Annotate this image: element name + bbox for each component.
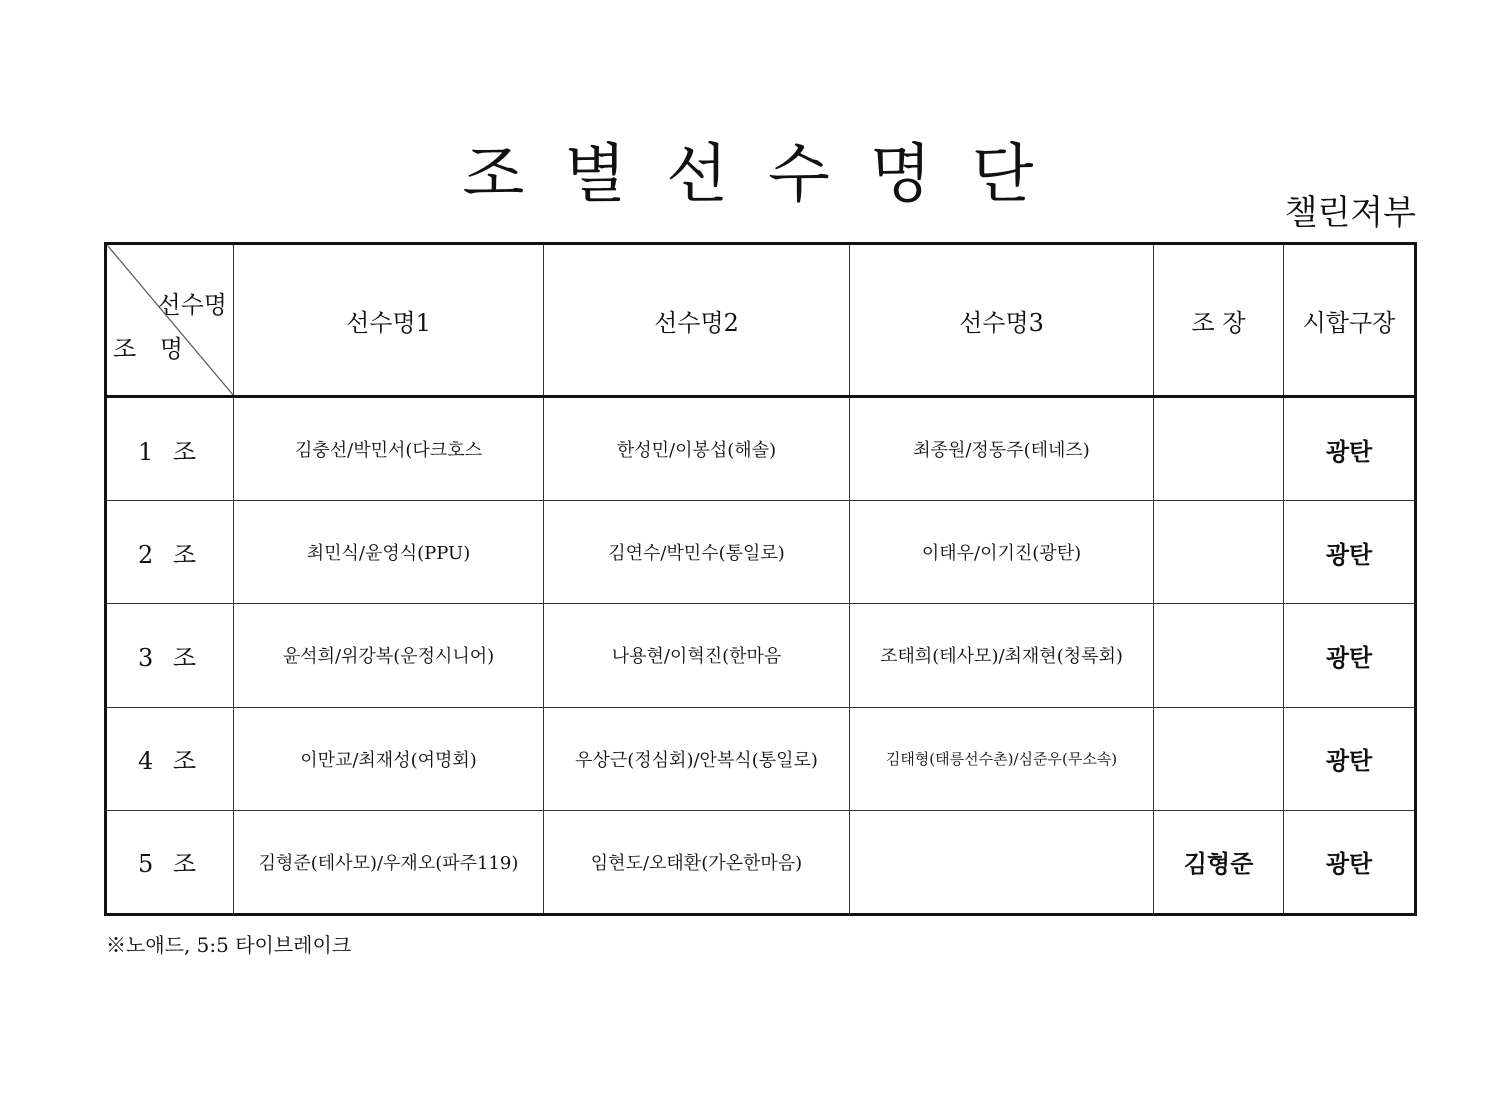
roster-header <box>106 244 1416 397</box>
group-cell: 1 조 <box>106 397 234 501</box>
player-cell: 김태형(태릉선수촌)/심준우(무소속) <box>850 707 1154 810</box>
player-cell: 이만교/최재성(여명회) <box>234 707 544 810</box>
captain-cell <box>1154 604 1284 707</box>
corner-group-label: 조 명 <box>113 335 191 363</box>
captain-cell <box>1154 501 1284 604</box>
header-player1: 선수명1 <box>234 244 544 397</box>
table-row <box>106 501 1416 604</box>
roster-table <box>104 242 1417 916</box>
group-cell: 3 조 <box>106 604 234 707</box>
table-row <box>106 810 1416 914</box>
venue-cell: 광탄 <box>1284 707 1416 810</box>
player-cell: 최민식/윤영식(PPU) <box>234 501 544 604</box>
header-row <box>106 244 1416 397</box>
player-cell: 조태희(테사모)/최재현(청록회) <box>850 604 1154 707</box>
player-cell: 김충선/박민서(다크호스 <box>234 397 544 501</box>
header-captain: 조 장 <box>1154 244 1284 397</box>
venue-cell: 광탄 <box>1284 501 1416 604</box>
header-player2: 선수명2 <box>544 244 850 397</box>
corner-cell <box>106 244 234 397</box>
player-cell: 윤석희/위강복(운정시니어) <box>234 604 544 707</box>
player-cell: 한성민/이봉섭(해솔) <box>544 397 850 501</box>
venue-cell: 광탄 <box>1284 397 1416 501</box>
rules-footnote: ※노애드, 5:5 타이브레이크 <box>106 933 352 957</box>
table-row <box>106 604 1416 707</box>
table-row <box>106 397 1416 501</box>
captain-cell <box>1154 707 1284 810</box>
player-cell: 임현도/오태환(가온한마음) <box>544 810 850 914</box>
player-cell: 최종원/정동주(테네즈) <box>850 397 1154 501</box>
document-title: 조별선수명단 <box>462 138 1074 212</box>
table-row <box>106 707 1416 810</box>
venue-cell: 광탄 <box>1284 810 1416 914</box>
captain-cell: 김형준 <box>1154 810 1284 914</box>
group-cell: 5 조 <box>106 810 234 914</box>
division-label: 챌린져부 <box>1284 193 1416 233</box>
player-cell: 이태우/이기진(광탄) <box>850 501 1154 604</box>
header-player3: 선수명3 <box>850 244 1154 397</box>
player-cell <box>850 810 1154 914</box>
player-cell: 김연수/박민수(통일로) <box>544 501 850 604</box>
corner-player-label: 선수명 <box>157 291 227 319</box>
group-cell: 4 조 <box>106 707 234 810</box>
player-cell: 나용현/이혁진(한마음 <box>544 604 850 707</box>
roster-body <box>106 397 1416 915</box>
header-venue: 시합구장 <box>1284 244 1416 397</box>
captain-cell <box>1154 397 1284 501</box>
player-cell: 우상근(정심회)/안복식(통일로) <box>544 707 850 810</box>
player-cell: 김형준(테사모)/우재오(파주119) <box>234 810 544 914</box>
venue-cell: 광탄 <box>1284 604 1416 707</box>
group-cell: 2 조 <box>106 501 234 604</box>
